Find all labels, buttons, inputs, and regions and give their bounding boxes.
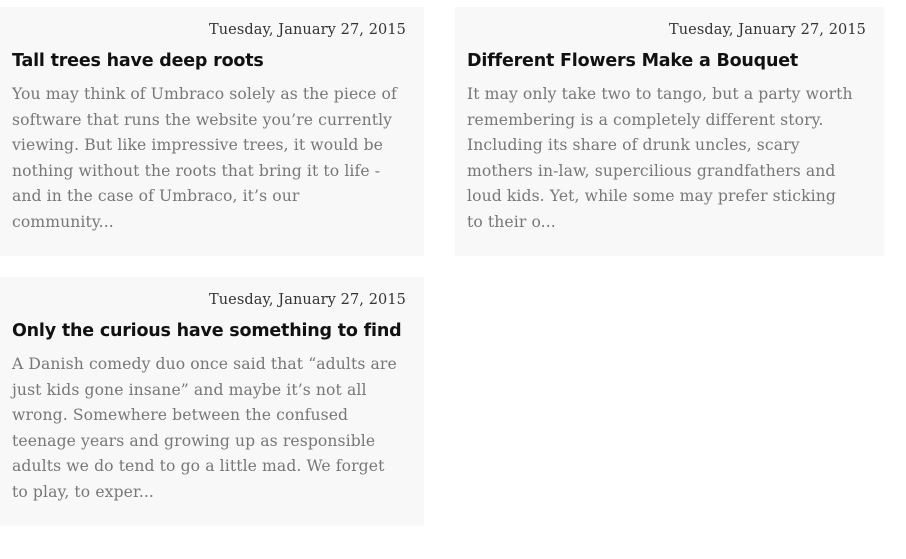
excerpt-line: adults we do tend to go a little mad. We forget bbox=[12, 457, 385, 476]
post-date: Tuesday, January 27, 2015 bbox=[668, 22, 866, 38]
excerpt-line: software that runs the website you’re currently bbox=[12, 110, 393, 129]
excerpt-line: Including its share of drunk uncles, scary bbox=[467, 136, 800, 155]
excerpt-line: to their o... bbox=[467, 212, 556, 231]
post-title[interactable]: Only the curious have something to find bbox=[12, 321, 402, 341]
blog-post-grid bbox=[0, 7, 906, 537]
post-title[interactable]: Different Flowers Make a Bouquet bbox=[467, 51, 799, 71]
post-excerpt bbox=[467, 82, 866, 236]
blog-post-card[interactable] bbox=[0, 277, 424, 526]
excerpt-line: just kids gone insane” and maybe it’s not all bbox=[12, 380, 367, 399]
excerpt-line: to play, to exper... bbox=[12, 482, 154, 501]
blog-post-card[interactable] bbox=[455, 7, 884, 256]
excerpt-line: community... bbox=[12, 212, 114, 231]
excerpt-line: and in the case of Umbraco, it’s our bbox=[12, 187, 300, 206]
excerpt-line: mothers in-law, supercilious grandfathers and bbox=[467, 161, 836, 180]
post-date: Tuesday, January 27, 2015 bbox=[208, 22, 406, 38]
excerpt-line: nothing without the roots that bring it to life - bbox=[12, 161, 381, 180]
post-title[interactable]: Tall trees have deep roots bbox=[12, 51, 264, 71]
post-excerpt bbox=[12, 352, 406, 506]
excerpt-line: It may only take two to tango, but a party worth bbox=[467, 85, 853, 103]
excerpt-line: You may think of Umbraco solely as the piece of bbox=[12, 85, 397, 103]
excerpt-line: viewing. But like impressive trees, it would be bbox=[12, 136, 383, 155]
blog-post-card[interactable] bbox=[0, 7, 424, 256]
excerpt-line: loud kids. Yet, while some may prefer sticking bbox=[467, 187, 836, 206]
excerpt-line: remembering is a completely different story. bbox=[467, 110, 824, 129]
post-excerpt bbox=[12, 82, 406, 236]
excerpt-line: A Danish comedy duo once said that “adults are bbox=[12, 355, 397, 373]
post-date: Tuesday, January 27, 2015 bbox=[208, 292, 406, 308]
excerpt-line: wrong. Somewhere between the confused bbox=[12, 406, 349, 425]
excerpt-line: teenage years and growing up as responsible bbox=[12, 431, 376, 450]
